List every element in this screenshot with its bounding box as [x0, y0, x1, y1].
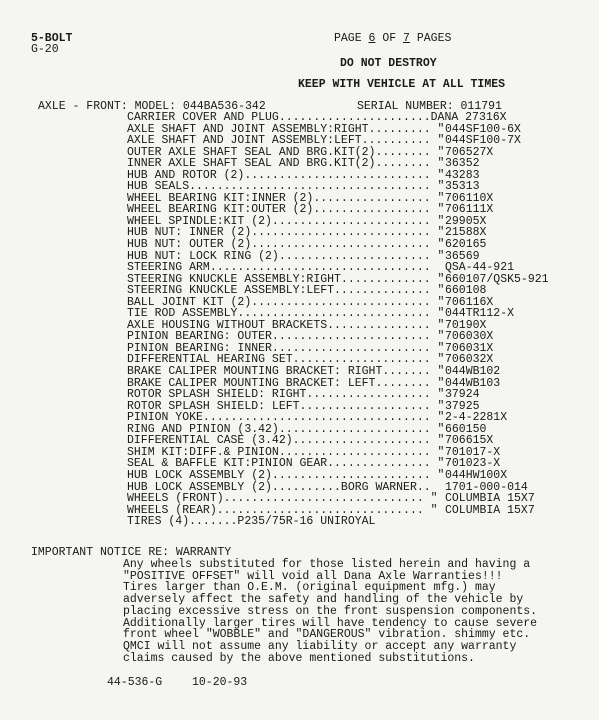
- warranty-line: Additionally larger tires will have tendency to cause severe: [123, 616, 538, 630]
- part-description: AXLE SHAFT AND JOINT ASSEMBLY:LEFT.......... ": [127, 134, 445, 148]
- part-description: PINION BEARING: OUTER....................... ": [127, 330, 445, 344]
- part-number: QSA-44-921: [445, 261, 515, 275]
- doc-subcode: G-20: [31, 43, 59, 56]
- warranty-heading: IMPORTANT NOTICE RE: WARRANTY: [31, 546, 232, 559]
- part-description: HUB AND ROTOR (2)........................... ": [127, 168, 445, 182]
- part-description: HUB NUT: LOCK RING (2)...................... ": [127, 249, 445, 263]
- part-description: DIFFERENTIAL HEARING SET.................... ": [127, 353, 445, 367]
- part-number: 70190X: [445, 318, 487, 332]
- part-number: 36352: [445, 157, 480, 171]
- list-item: [127, 516, 597, 528]
- part-number: 044WB103: [445, 376, 501, 390]
- part-number: 701023-X: [445, 457, 501, 471]
- warranty-line: Tires larger than O.E.M. (original equipment mfg.) may: [123, 581, 496, 595]
- part-number: 706030X: [445, 330, 494, 344]
- page-of: OF: [382, 32, 397, 45]
- part-number: COLUMBIA 15X7: [445, 503, 535, 517]
- part-description: WHEEL BEARING KIT:OUTER (2)................. ": [127, 203, 445, 217]
- part-number: 044HW100X: [445, 468, 508, 482]
- part-description: STEERING KNUCKLE ASSEMBLY:RIGHT............. ": [127, 272, 445, 286]
- part-description: TIE ROD ASSEMBLY............................ ": [127, 307, 445, 321]
- page-prefix: PAGE: [334, 32, 362, 45]
- part-description: AXLE SHAFT AND JOINT ASSEMBLY:RIGHT......... ": [127, 122, 445, 136]
- list-item: [127, 239, 597, 251]
- revision-date: 10-20-93: [192, 676, 248, 689]
- part-number: 706111X: [445, 203, 494, 217]
- page-total: 7: [403, 32, 410, 45]
- part-number: 706527X: [445, 145, 494, 159]
- part-description: HUB NUT: OUTER (2).......................... ": [127, 238, 445, 252]
- parts-list: [127, 112, 597, 528]
- part-description: TIRES (4).......P235/75R-16 UNIROYAL: [127, 515, 376, 529]
- part-description: HUB NUT: INNER (2).......................... ": [127, 226, 445, 240]
- part-description: PINION YOKE................................. ": [127, 411, 445, 425]
- part-description: AXLE HOUSING WITHOUT BRACKETS............... ": [127, 318, 445, 332]
- page-suffix: PAGES: [416, 32, 452, 45]
- part-description: BRAKE CALIPER MOUNTING BRACKET: LEFT........ ": [127, 376, 445, 390]
- keep-with-vehicle-notice: KEEP WITH VEHICLE AT ALL TIMES: [298, 78, 506, 91]
- list-item: [127, 389, 597, 401]
- warranty-line: QMCI will not assume any liability or accept any warranty: [123, 639, 517, 653]
- part-description: DIFFERENTIAL CASE (3.42).................... ": [127, 434, 445, 448]
- part-description: RING AND PINION (3.42)...................... ": [127, 422, 445, 436]
- do-not-destroy-notice: DO NOT DESTROY: [340, 57, 437, 70]
- part-description: WHEELS (REAR).............................. ": [127, 503, 438, 517]
- part-description: ROTOR SPLASH SHIELD: LEFT................... ": [127, 399, 445, 413]
- part-number: COLUMBIA 15X7: [445, 492, 535, 506]
- part-description: INNER AXLE SHAFT SEAL AND BRG.KIT(2)........ ": [127, 157, 445, 171]
- doc-code: 5-BOLT: [31, 32, 73, 45]
- page-indicator: [334, 32, 451, 45]
- part-description: ROTOR SPLASH SHIELD: RIGHT.................. ": [127, 388, 445, 402]
- list-item: [127, 158, 597, 170]
- part-number: 37925: [445, 399, 480, 413]
- list-item: [127, 366, 597, 378]
- warranty-line: adversely affect the safety and handling of the vehicle by: [123, 593, 524, 607]
- warranty-line: placing excessive stress on the front suspension components.: [123, 604, 538, 618]
- part-number: 43283: [445, 168, 480, 182]
- part-number: 36569: [445, 249, 480, 263]
- part-number: 706110X: [445, 191, 494, 205]
- warranty-body: [123, 559, 537, 664]
- part-description: HUB SEALS................................... ": [127, 180, 445, 194]
- part-description: SHIM KIT:DIFF.& PINION...................... ": [127, 445, 445, 459]
- warranty-line: claims caused by the above mentioned substitutions.: [123, 651, 475, 665]
- part-description: WHEEL SPINDLE:KIT (2)....................... ": [127, 214, 445, 228]
- list-item: [127, 470, 597, 482]
- part-description: HUB LOCK ASSEMBLY (2)..........BORG WARNER..: [127, 480, 431, 494]
- part-description: CARRIER COVER AND PLUG......................DANA 27316X: [127, 111, 507, 124]
- part-number: 2-4-2281X: [445, 411, 508, 425]
- part-number: 660107/QSK5-921: [445, 272, 549, 286]
- part-number: 044TR112-X: [445, 307, 515, 321]
- part-number: 1701-000-014: [445, 480, 528, 494]
- part-number: 701017-X: [445, 445, 501, 459]
- part-description: STEERING KNUCKLE ASSEMBLY:LEFT.............. ": [127, 284, 445, 298]
- warranty-line: Any wheels substituted for those listed herein and having a: [123, 558, 531, 571]
- part-number: 29905X: [445, 214, 487, 228]
- list-item: [127, 112, 597, 124]
- part-number: 706116X: [445, 295, 494, 309]
- part-number: 706032X: [445, 353, 494, 367]
- part-description: OUTER AXLE SHAFT SEAL AND BRG.KIT(2)........ ": [127, 145, 445, 159]
- part-number: 660150: [445, 422, 487, 436]
- warranty-line: "POSITIVE OFFSET" will void all Dana Axle Warranties!!!: [123, 569, 503, 583]
- list-item: [127, 135, 597, 147]
- part-number: 21588X: [445, 226, 487, 240]
- part-description: SEAL & BAFFLE KIT:PINION GEAR............... ": [127, 457, 445, 471]
- list-item: [127, 493, 597, 505]
- page-number: 6: [368, 32, 376, 45]
- part-description: HUB LOCK ASSEMBLY (2)....................... ": [127, 468, 445, 482]
- part-number: 044SF100-7X: [445, 134, 521, 148]
- part-number: 35313: [445, 180, 480, 194]
- part-description: STEERING ARM................................: [127, 261, 431, 275]
- part-number: 620165: [445, 238, 487, 252]
- axle-model-line: AXLE - FRONT: MODEL: 044BA536-342: [38, 100, 266, 113]
- part-number: 044WB102: [445, 365, 501, 379]
- part-number: 044SF100-6X: [445, 122, 521, 136]
- part-description: WHEEL BEARING KIT:INNER (2)................. ": [127, 191, 445, 205]
- part-description: WHEELS (FRONT)............................. ": [127, 492, 438, 506]
- part-description: BALL JOINT KIT (2).......................... ": [127, 295, 445, 309]
- part-description: BRAKE CALIPER MOUNTING BRACKET: RIGHT....... ": [127, 365, 445, 379]
- form-number: 44-536-G: [107, 676, 163, 689]
- part-description: PINION BEARING: INNER....................... ": [127, 341, 445, 355]
- warranty-line: front wheel "WOBBLE" and "DANGEROUS" vibration. shimmy etc.: [123, 628, 531, 642]
- part-number: 706615X: [445, 434, 494, 448]
- serial-number: SERIAL NUMBER: 011791: [357, 100, 502, 113]
- list-item: [127, 262, 597, 274]
- part-number: 706031X: [445, 341, 494, 355]
- part-number: 37924: [445, 388, 480, 402]
- part-number: 660108: [445, 284, 487, 298]
